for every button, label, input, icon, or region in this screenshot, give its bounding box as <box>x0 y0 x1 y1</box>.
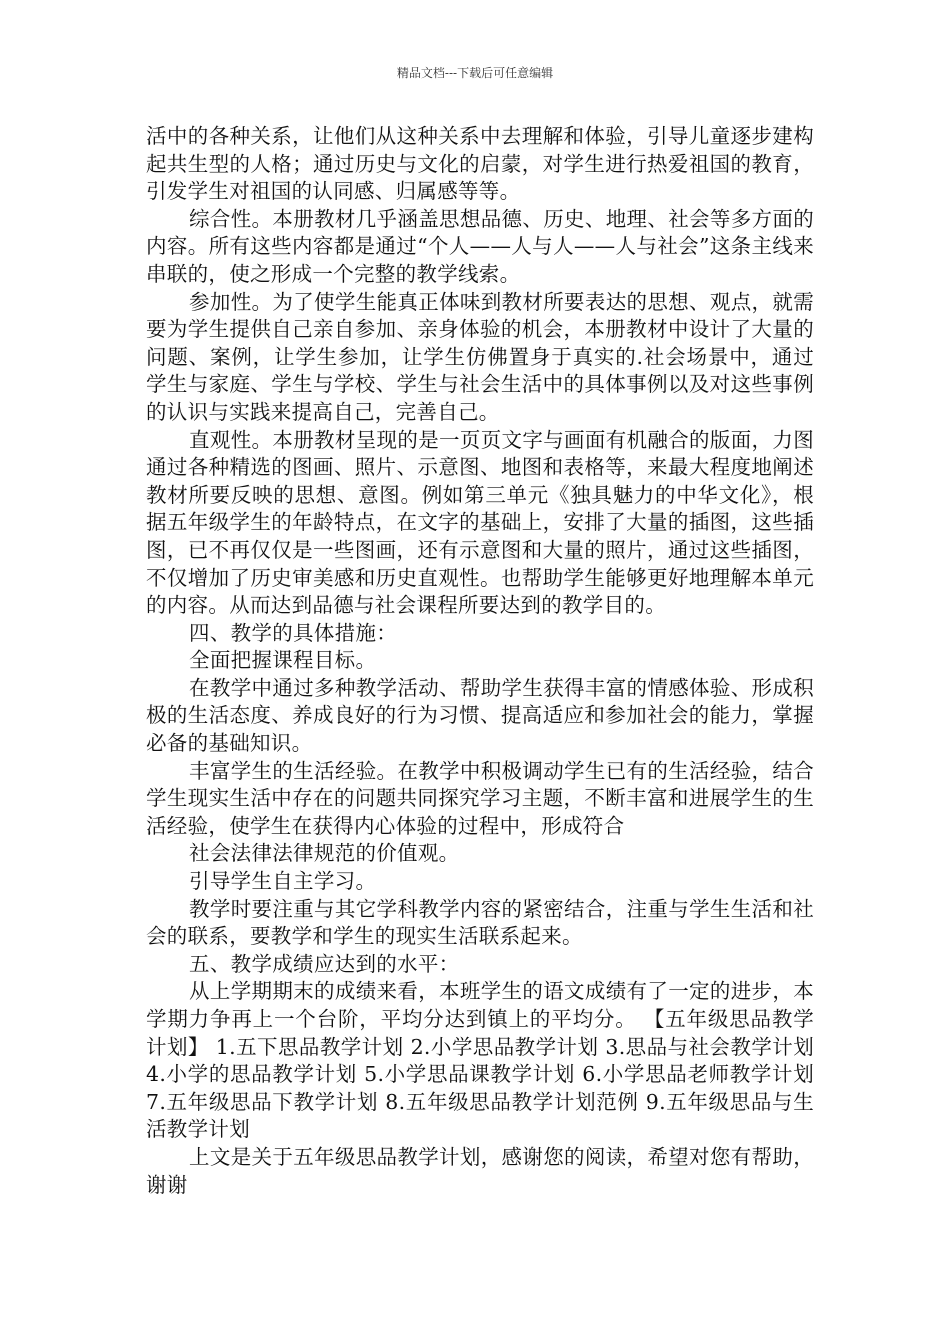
page-header: 精品文档---下载后可任意编辑 <box>396 66 554 80</box>
document-body <box>146 123 814 1199</box>
paragraph: 教学时要注重与其它学科教学内容的紧密结合，注重与学生生活和社会的联系，要教学和学生的现实生活联系起来。 <box>146 896 814 949</box>
paragraph: 活中的各种关系，让他们从这种关系中去理解和体验，引导儿童逐步建构起共生型的人格；通过历史与文化的启蒙，对学生进行热爱祖国的教育，引发学生对祖国的认同感、归属感等等。 <box>146 124 814 204</box>
paragraph: 在教学中通过多种教学活动、帮助学生获得丰富的情感体验、形成积极的生活态度、养成良好的行为习惯、提高适应和参加社会的能力，掌握必备的基础知识。 <box>146 675 814 756</box>
section-heading: 四、教学的具体措施： <box>189 620 398 645</box>
paragraph: 直观性。本册教材呈现的是一页页文字与画面有机融合的版面，力图通过各种精选的图画、照片、示意图、地图和表格等，来最大程度地阐述教材所要反映的思想、意图。例如第三单元《独具魅力的中华文化》，根据五年级学生的年龄特点，在文字的基础上，安排了大量的插图，这些插图，已不再仅仅是一些图画，还有示意图和大量的照片，通过这些插图，不仅增加了历史审美感和历史直观性。也帮助学生能够更好地理解本单元的内容。从而达到品德与社会课程所要达到的教学目的。 <box>146 427 814 618</box>
paragraph: 参加性。为了使学生能真正体味到教材所要表达的思想、观点，就需要为学生提供自己亲自参加、亲身体验的机会，本册教材中设计了大量的问题、案例，让学生参加，让学生仿佛置身于真实的.社会场景中，通过学生与家庭、学生与学校、学生与社会生活中的具体事例以及对这些事例的认识与实践来提高自己，完善自己。 <box>146 289 814 424</box>
paragraph: 丰富学生的生活经验。在教学中积极调动学生已有的生活经验，结合学生现实生活中存在的问题共同探究学习主题，不断丰富和进展学生的生活经验，使学生在获得内心体验的过程中，形成符合 <box>146 758 814 838</box>
paragraph: 综合性。本册教材几乎涵盖思想品德、历史、地理、社会等多方面的内容。所有这些内容都是通过“个人——人与人——人与社会”这条主线来串联的，使之形成一个完整的教学线索。 <box>146 206 814 286</box>
paragraph: 社会法律法律规范的价值观。 <box>189 841 460 866</box>
paragraph: 从上学期期末的成绩来看，本班学生的语文成绩有了一定的进步，本学期力争再上一个台阶，平均分达到镇上的平均分。 【五年级思品教学计划】 1.五下思品教学计划 2.小学思品教学计划 3.思品与社会教学计划 4.小学的思品教学计划 5.小学思品课教学计划 6.小学思品老师教学计划 7.五年级思品下教学计划 8.五年级思品教学计划范例 9.五年级思品与生活教学计划 <box>146 979 814 1142</box>
paragraph: 上文是关于五年级思品教学计划，感谢您的阅读，希望对您有帮助，谢谢 <box>146 1144 814 1197</box>
paragraph: 引导学生自主学习。 <box>189 869 377 894</box>
paragraph: 全面把握课程目标。 <box>189 648 377 673</box>
section-heading: 五、教学成绩应达到的水平： <box>189 951 460 976</box>
